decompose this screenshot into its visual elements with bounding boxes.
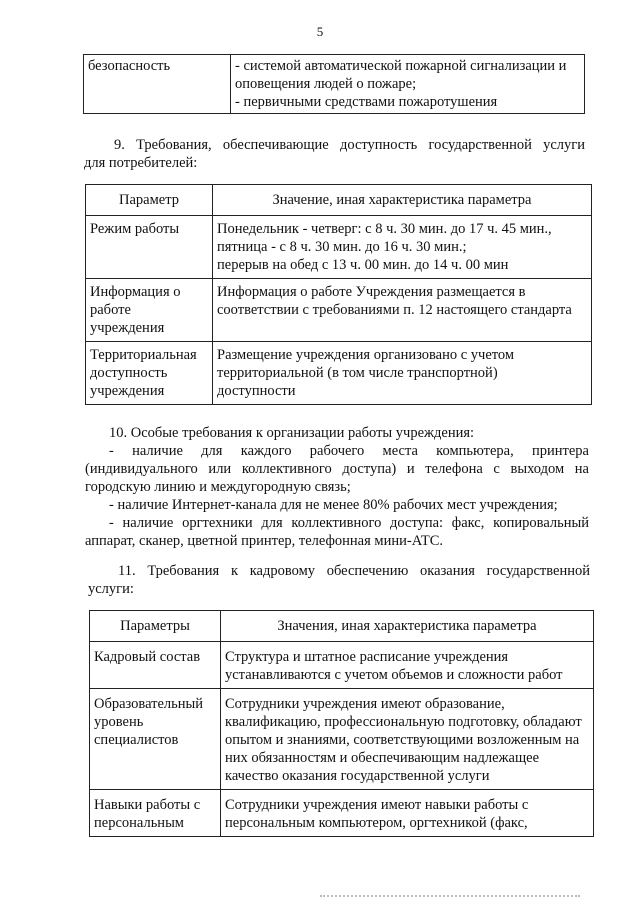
table-cell-param: Информация о работе учреждения: [86, 279, 213, 342]
table-cell-param: Навыки работы с персональным: [90, 790, 221, 837]
table-staffing: [89, 610, 594, 837]
list-item: - наличие оргтехники для коллективного доступа: факс, копировальный аппарат, сканер, цветной принтер, телефонная мини-АТС.: [85, 515, 589, 549]
table-cell-param: Режим работы: [86, 216, 213, 279]
table-row: [86, 342, 592, 405]
table-cell-value: Информация о работе Учреждения размещается в соответствии с требованиями п. 12 настоящего стандарта: [213, 279, 592, 342]
section-9-heading: 9. Требования, обеспечивающие доступность государственной услуги для потребителей:: [84, 137, 585, 171]
table-row: [90, 642, 594, 689]
table-cell-value: - системой автоматической пожарной сигнализации и оповещения людей о пожаре; - первичными средствами пожаротушения: [231, 55, 585, 114]
scan-artifact-line: [320, 895, 580, 900]
table-row: [90, 790, 594, 837]
column-header: Параметр: [86, 185, 213, 216]
section-10-heading: 10. Особые требования к организации работы учреждения:: [109, 425, 475, 441]
table-cell-value: Размещение учреждения организовано с учетом территориальной (в том числе транспортной) доступности: [213, 342, 592, 405]
table-cell-param: Территориальная доступность учреждения: [86, 342, 213, 405]
table-cell-param: Кадровый состав: [90, 642, 221, 689]
table-row: [86, 279, 592, 342]
table-cell-value: Сотрудники учреждения имеют образование, квалификацию, профессиональную подготовку, обладают опытом и знаниями, соответствующими возложенным на них обязанностям и обеспечивающим надлежащее качество оказания государственной услуги: [221, 689, 594, 790]
list-item: - наличие для каждого рабочего места компьютера, принтера (индивидуального или коллективного доступа) и телефона с выходом на городскую линию и междугородную связь;: [85, 443, 589, 495]
page-number: 5: [316, 24, 324, 39]
column-header: Параметры: [90, 611, 221, 642]
list-item: - наличие Интернет-канала для не менее 80% рабочих мест учреждения;: [109, 497, 558, 513]
table-cell-param: Образовательный уровень специалистов: [90, 689, 221, 790]
table-row: [90, 689, 594, 790]
table-cell-param: безопасность: [84, 55, 231, 114]
table-cell-value: Структура и штатное расписание учреждения устанавливаются с учетом объемов и сложности работ: [221, 642, 594, 689]
section-10: [85, 424, 589, 550]
column-header: Значения, иная характеристика параметра: [221, 611, 594, 642]
section-11-heading: 11. Требования к кадровому обеспечению оказания государственной услуги:: [88, 563, 590, 597]
table-cell-value: Понедельник - четверг: с 8 ч. 30 мин. до 17 ч. 45 мин., пятница - с 8 ч. 30 мин. до 16 ч. 30 мин.; перерыв на обед с 13 ч. 00 мин. до 14 ч. 00 мин: [213, 216, 592, 279]
table-header-row: [90, 611, 594, 642]
table-row: [86, 216, 592, 279]
table-header-row: [86, 185, 592, 216]
table-cell-value: Сотрудники учреждения имеют навыки работы с персональным компьютером, оргтехникой (факс,: [221, 790, 594, 837]
column-header: Значение, иная характеристика параметра: [213, 185, 592, 216]
table-accessibility: [85, 184, 592, 405]
table-security: [83, 54, 585, 114]
table-row: [84, 55, 585, 114]
